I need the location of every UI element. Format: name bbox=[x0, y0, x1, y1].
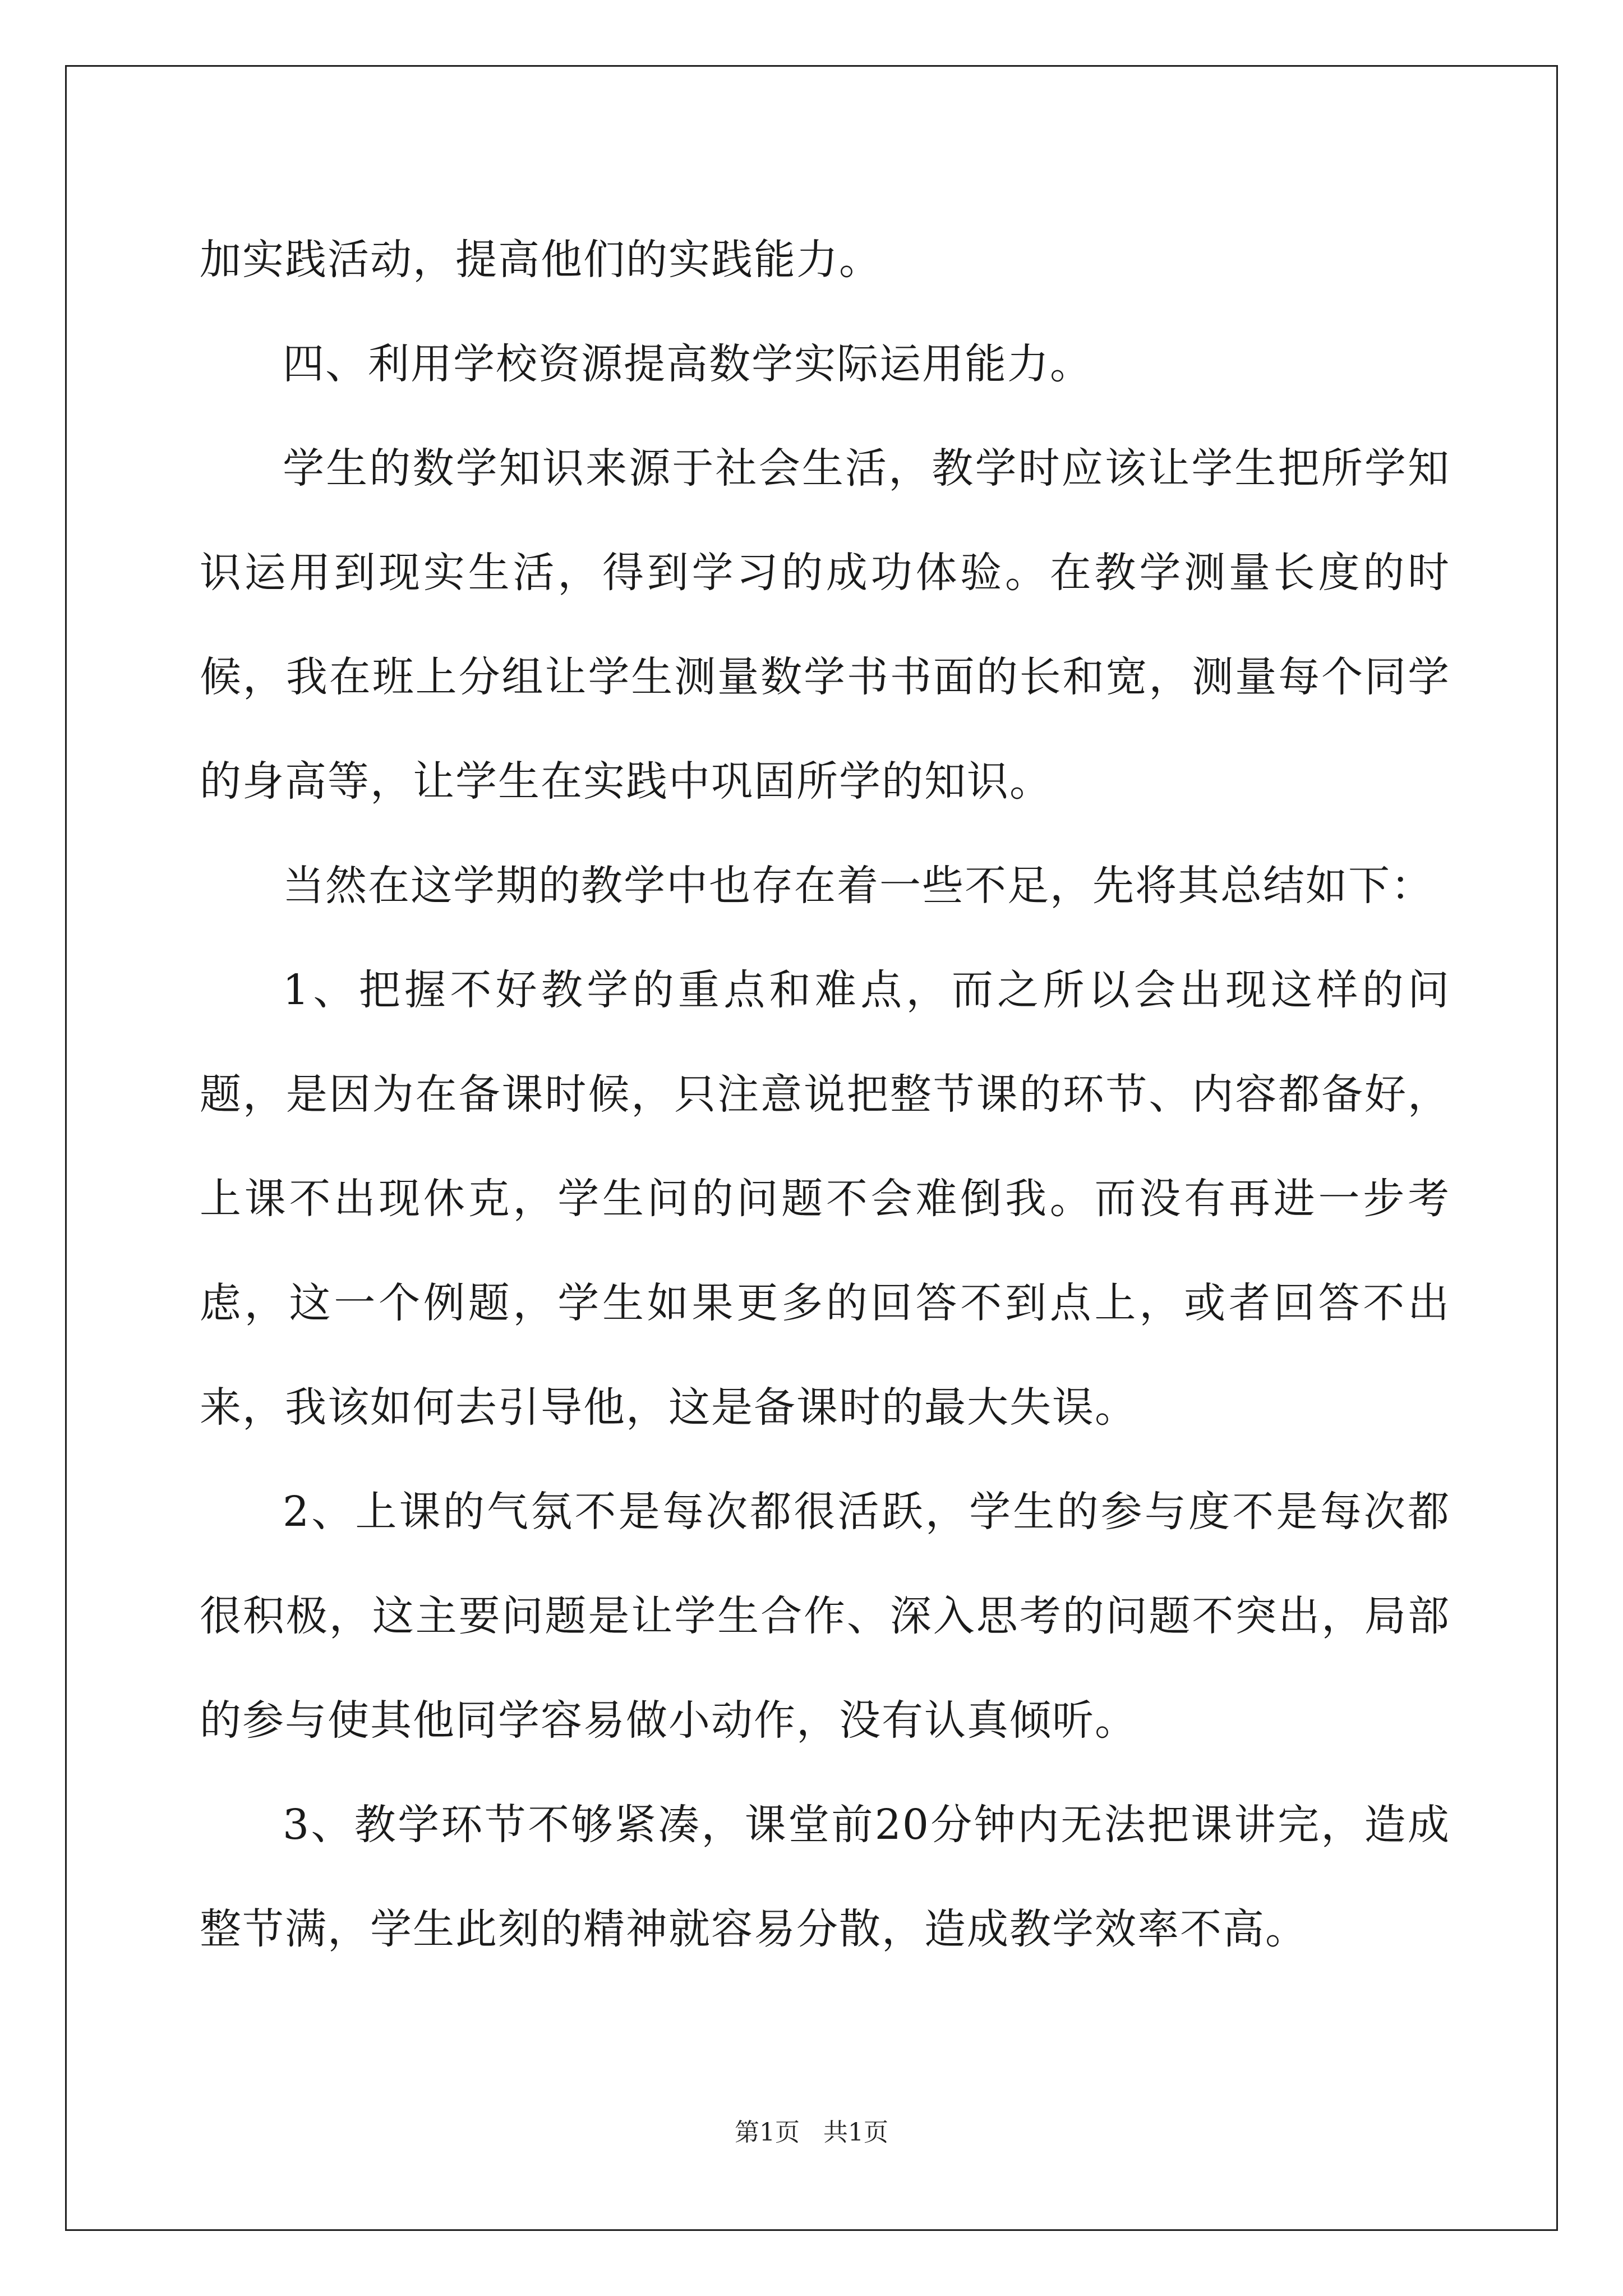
page-footer bbox=[0, 2116, 1623, 2150]
document-body bbox=[200, 208, 1450, 1981]
page-number: 第1页 bbox=[735, 2118, 800, 2147]
paragraph-5: 1、把握不好教学的重点和难点，而之所以会出现这样的问题，是因为在备课时候，只注意说把整节课的环节、内容都备好，上课不出现休克，学生问的问题不会难倒我。而没有再进一步考虑，这一个例题，学生如果更多的回答不到点上，或者回答不出来，我该如何去引导他，这是备课时的最大失误。 bbox=[200, 966, 1450, 1432]
paragraph-6: 2、上课的气氛不是每次都很活跃，学生的参与度不是每次都很积极，这主要问题是让学生合作、深入思考的问题不突出，局部的参与使其他同学容易做小动作，没有认真倾听。 bbox=[200, 1488, 1450, 1745]
paragraph-7: 3、教学环节不够紧凑，课堂前20分钟内无法把课讲完，造成整节满，学生此刻的精神就容易分散，造成教学效率不高。 bbox=[200, 1801, 1450, 1953]
paragraph-4: 当然在这学期的教学中也存在着一些不足，先将其总结如下： bbox=[283, 862, 1433, 910]
page-total: 共1页 bbox=[823, 2118, 888, 2147]
paragraph-3: 学生的数学知识来源于社会生活，教学时应该让学生把所学知识运用到现实生活，得到学习的成功体验。在教学测量长度的时候，我在班上分组让学生测量数学书书面的长和宽，测量每个同学的身高等，让学生在实践中巩固所学的知识。 bbox=[200, 444, 1450, 806]
paragraph-2: 四、利用学校资源提高数学实际运用能力。 bbox=[283, 340, 1092, 388]
paragraph-1: 加实践活动，提高他们的实践能力。 bbox=[200, 236, 882, 284]
